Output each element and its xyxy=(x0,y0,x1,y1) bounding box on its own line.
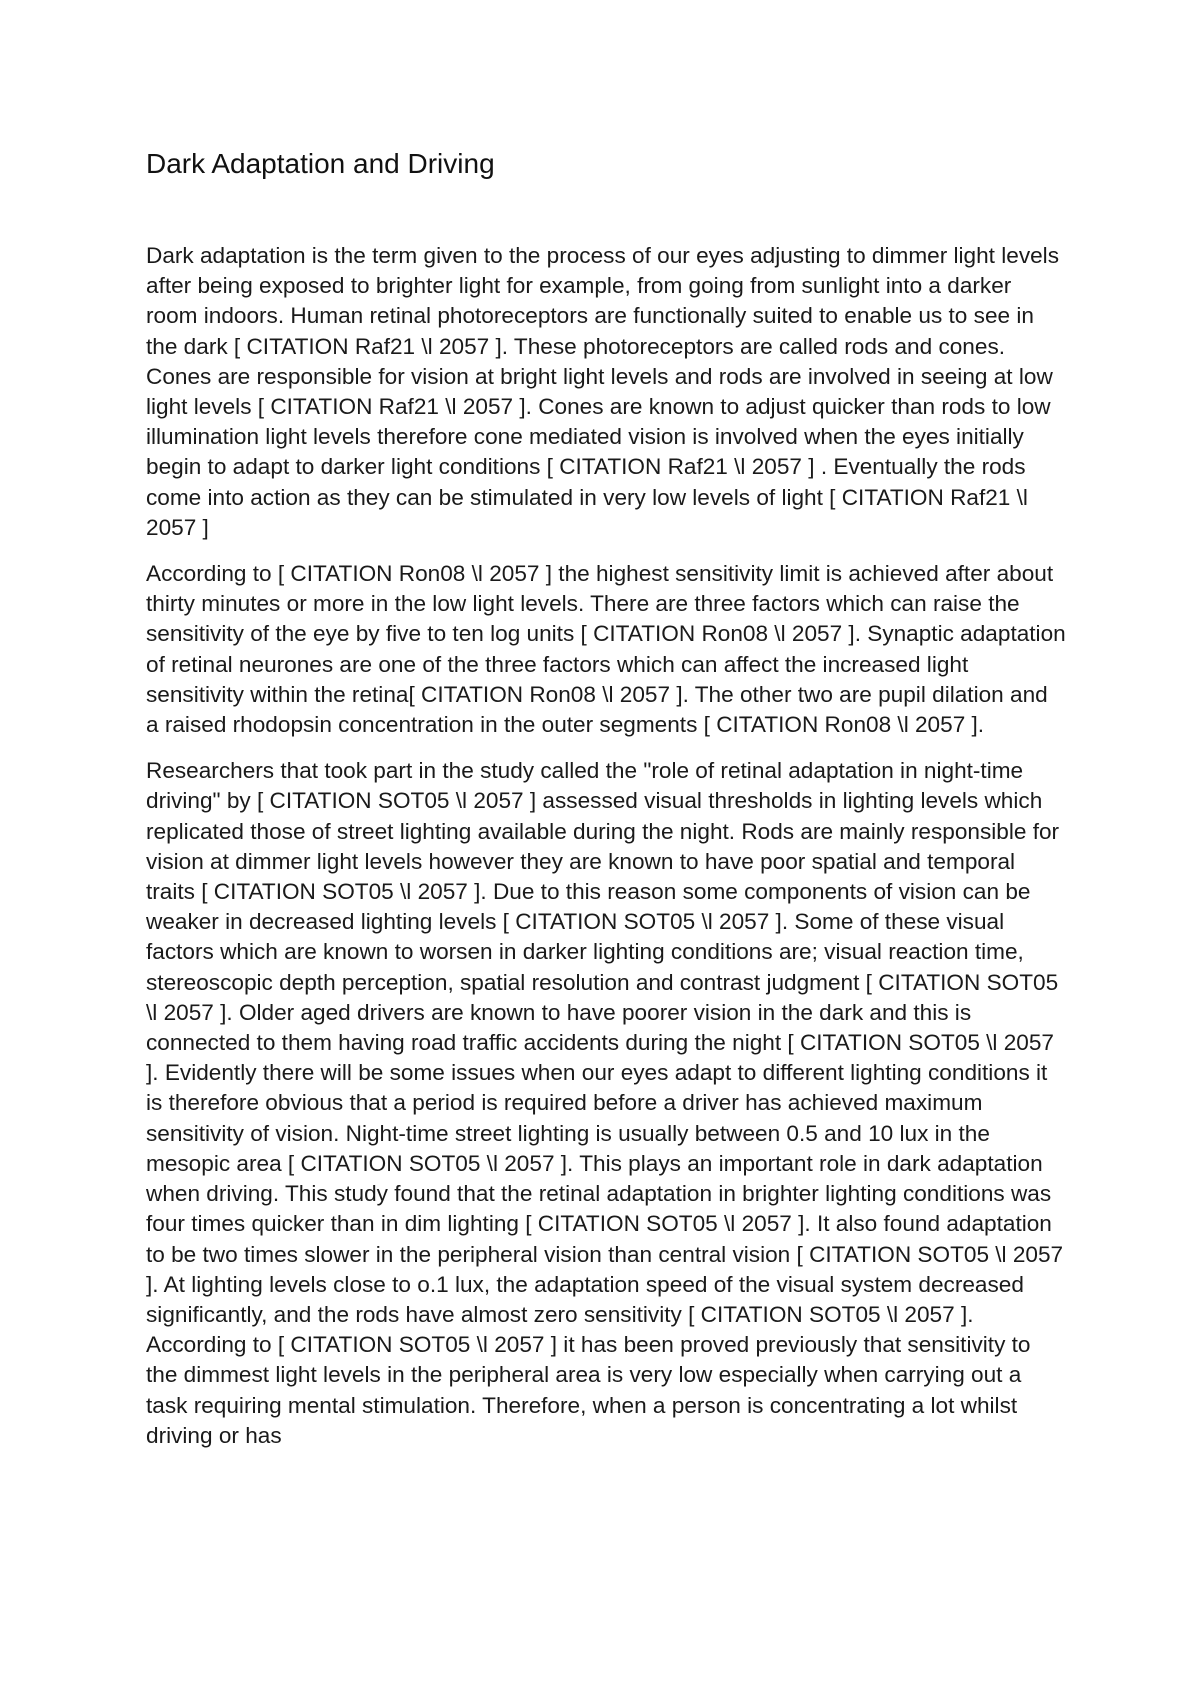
paragraph-dark-adaptation-intro: Dark adaptation is the term given to the process of our eyes adjusting to dimmer light levels after being exposed to brighter light for example, from going from sunlight into a darker room indoors. Human retinal photoreceptors are functionally suited to enable us to see in the dark [ CITATION Raf21 \l 2057 ]. These photoreceptors are called rods and cones. Cones are responsible for vision at bright light levels and rods are involved in seeing at low light levels [ CITATION Raf21 \l 2057 ]. Cones are known to adjust quicker than rods to low illumination light levels therefore cone mediated vision is involved when the eyes initially begin to adapt to darker light conditions [ CITATION Raf21 \l 2057 ] . Eventually the rods come into action as they can be stimulated in very low levels of light [ CITATION Raf21 \l 2057 ] xyxy=(146,243,1059,540)
paragraph-list xyxy=(146,241,1066,1451)
paragraph-night-time-driving-study: Researchers that took part in the study called the "role of retinal adaptation in night-time driving" by [ CITATION SOT05 \l 2057 ] assessed visual thresholds in lighting levels which replicated those of street lighting available during the night. Rods are mainly responsible for vision at dimmer light levels however they are known to have poor spatial and temporal traits [ CITATION SOT05 \l 2057 ]. Due to this reason some components of vision can be weaker in decreased lighting levels [ CITATION SOT05 \l 2057 ]. Some of these visual factors which are known to worsen in darker lighting conditions are; visual reaction time, stereoscopic depth perception, spatial resolution and contrast judgment [ CITATION SOT05 \l 2057 ]. Older aged drivers are known to have poorer vision in the dark and this is connected to them having road traffic accidents during the night [ CITATION SOT05 \l 2057 ]. Evidently there will be some issues when our eyes adapt to different lighting conditions it is therefore obvious that a period is required before a driver has achieved maximum sensitivity of vision. Night-time street lighting is usually between 0.5 and 10 lux in the mesopic area [ CITATION SOT05 \l 2057 ]. This plays an important role in dark adaptation when driving. This study found that the retinal adaptation in brighter lighting conditions was four times quicker than in dim lighting [ CITATION SOT05 \l 2057 ]. It also found adaptation to be two times slower in the peripheral vision than central vision [ CITATION SOT05 \l 2057 ]. At lighting levels close to o.1 lux, the adaptation speed of the visual system decreased significantly, and the rods have almost zero sensitivity [ CITATION SOT05 \l 2057 ]. According to [ CITATION SOT05 \l 2057 ] it has been proved previously that sensitivity to the dimmest light levels in the peripheral area is very low especially when carrying out a task requiring mental stimulation. Therefore, when a person is concentrating a lot whilst driving or has xyxy=(146,758,1064,1448)
paragraph-sensitivity-limit: According to [ CITATION Ron08 \l 2057 ] the highest sensitivity limit is achieved after about thirty minutes or more in the low light levels. There are three factors which can raise the sensitivity of the eye by five to ten log units [ CITATION Ron08 \l 2057 ]. Synaptic adaptation of retinal neurones are one of the three factors which can affect the increased light sensitivity within the retina[ CITATION Ron08 \l 2057 ]. The other two are pupil dilation and a raised rhodopsin concentration in the outer segments [ CITATION Ron08 \l 2057 ]. xyxy=(146,561,1066,738)
document-body xyxy=(146,146,1066,1467)
document-title: Dark Adaptation and Driving xyxy=(146,148,495,179)
